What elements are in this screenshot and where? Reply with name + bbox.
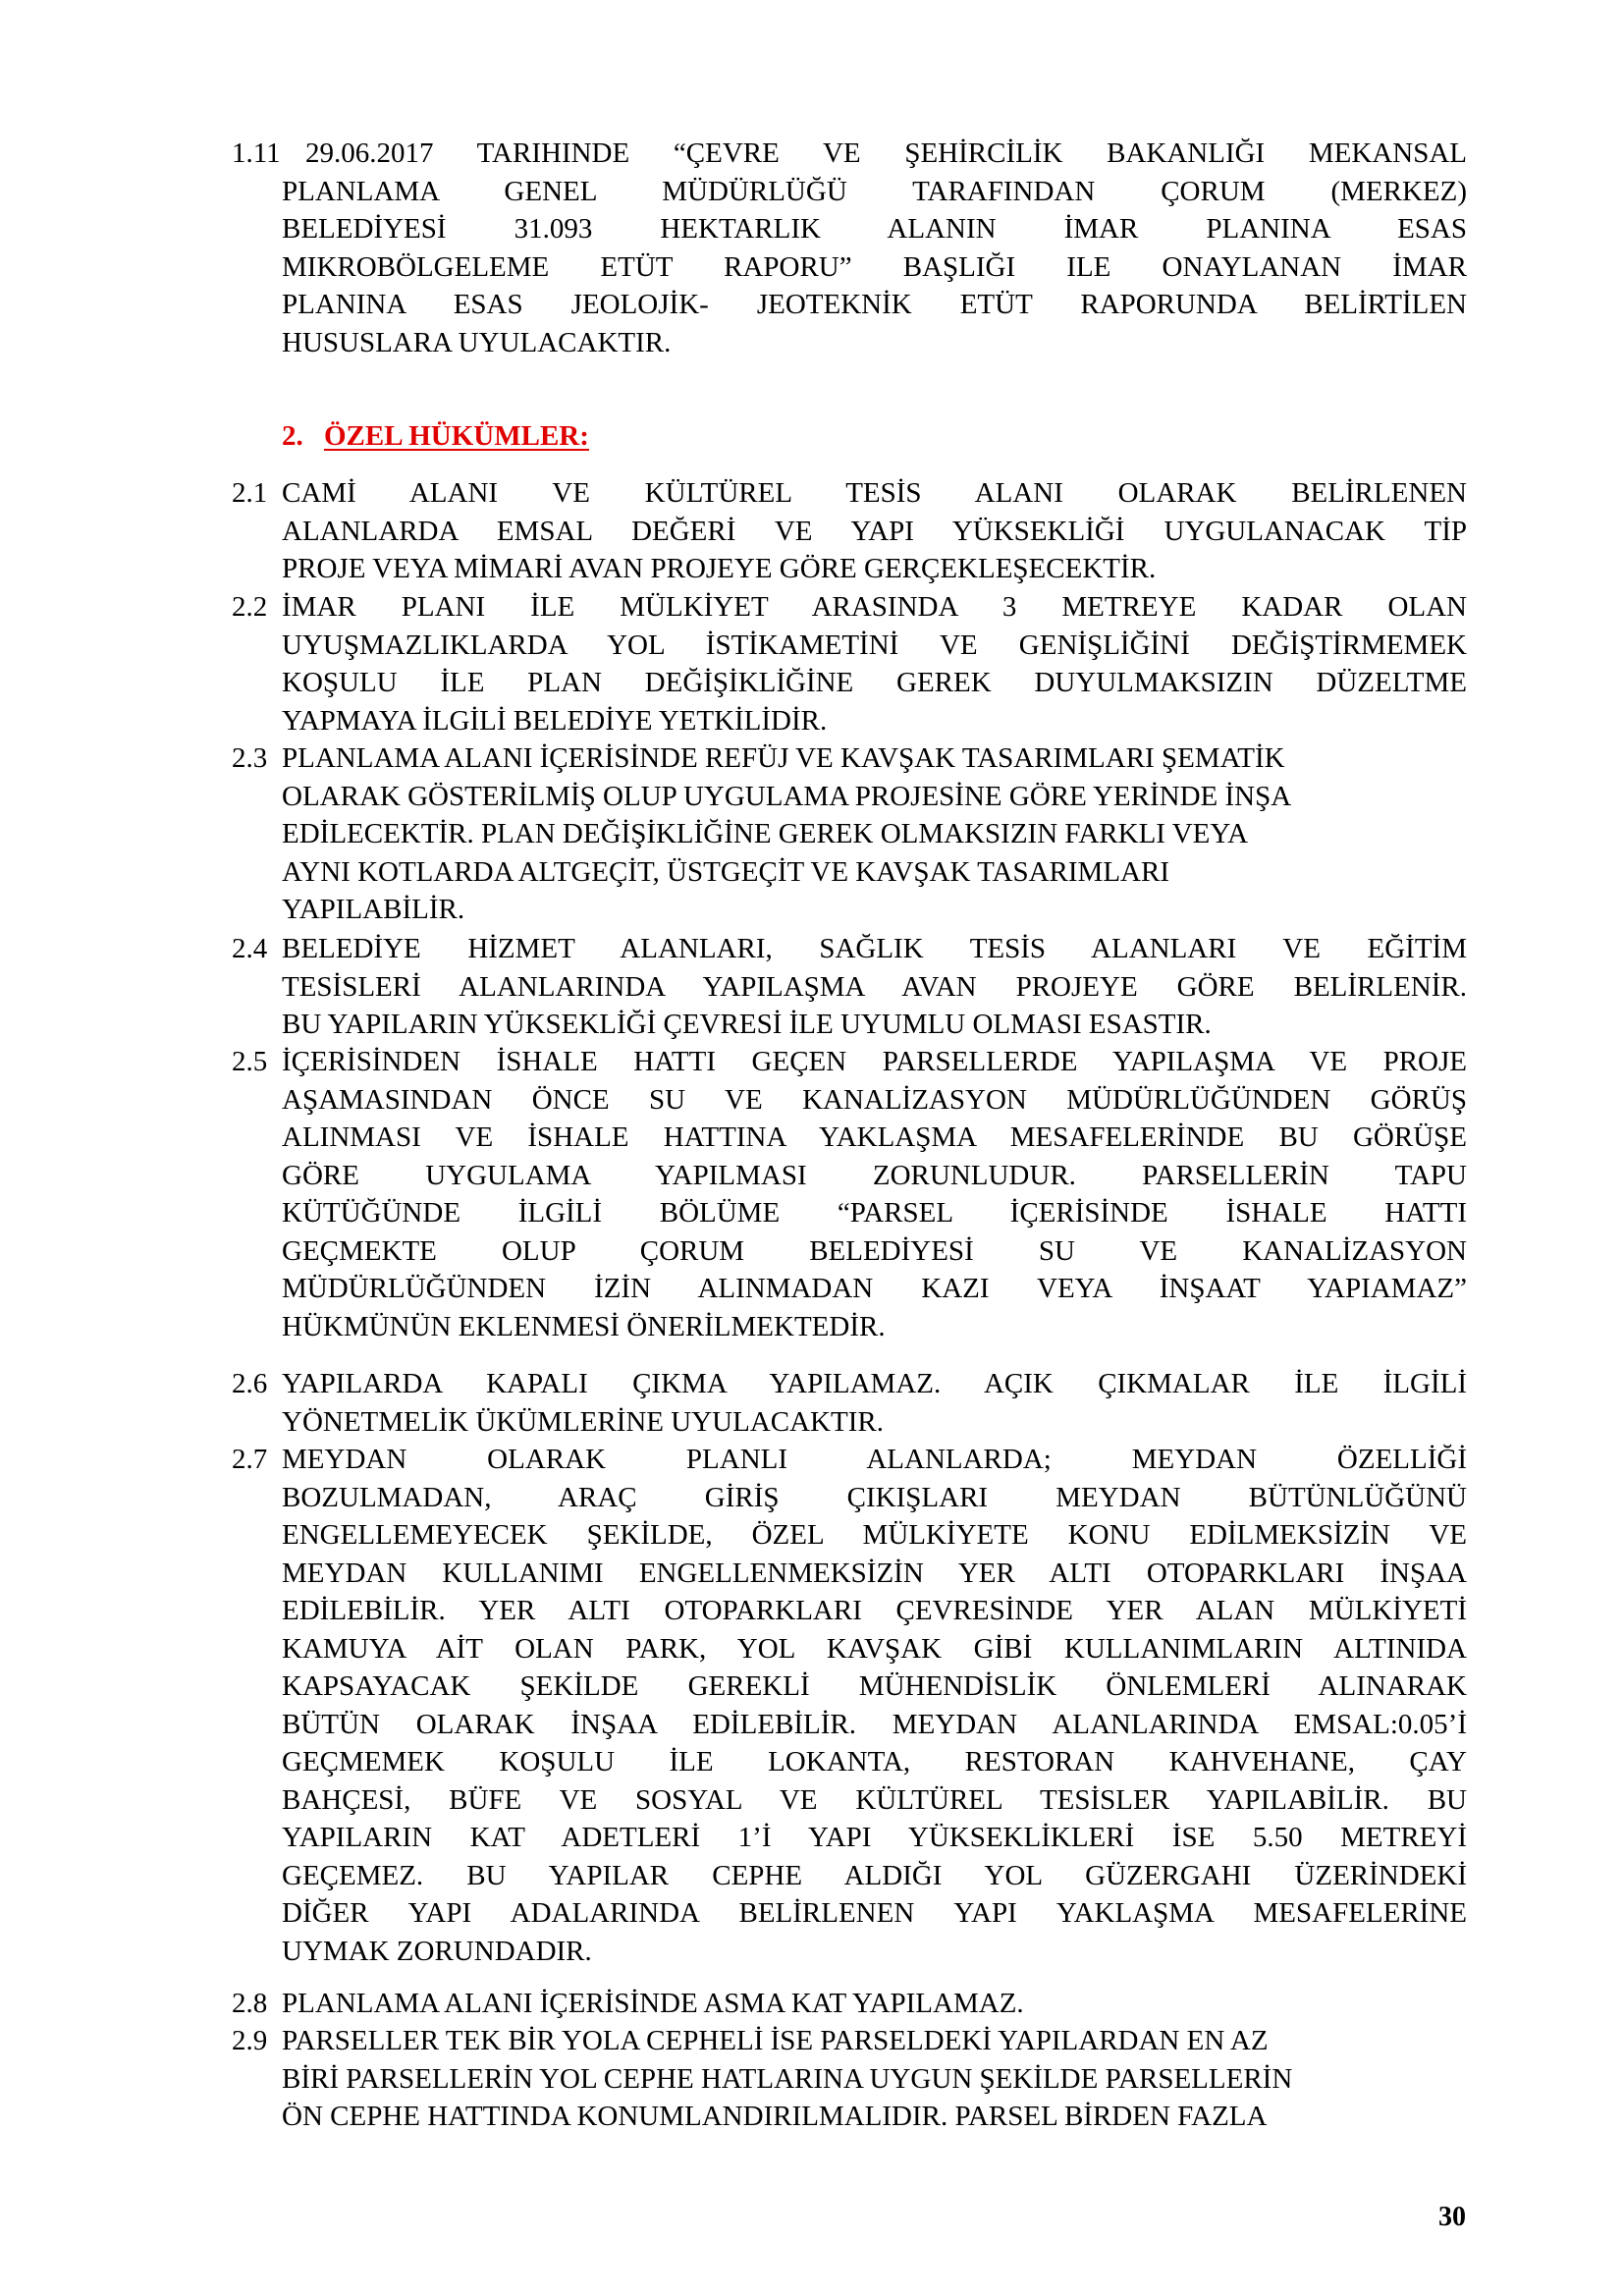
clause-number: 2.3: [232, 742, 268, 774]
clause-line: BU YAPILARIN YÜKSEKLİĞİ ÇEVRESİ İLE UYUMLU OLMASI ESASTIR.: [282, 1009, 1212, 1040]
clause-line: PLANLAMA GENEL MÜDÜRLÜĞÜ TARAFINDAN ÇORUM (MERKEZ): [282, 175, 1467, 207]
clause-line: PARSELLER TEK BİR YOLA CEPHELİ İSE PARSELDEKİ YAPILARDAN EN AZ: [282, 2025, 1269, 2056]
clause-line: BAHÇESİ, BÜFE VE SOSYAL VE KÜLTÜREL TESİSLER YAPILABİLİR. BU: [282, 1783, 1467, 1816]
clause-number: 2.4: [232, 933, 268, 964]
clause-line: KAPSAYACAK ŞEKİLDE GEREKLİ MÜHENDİSLİK ÖNLEMLERİ ALINARAK: [282, 1670, 1467, 1702]
section-heading-number: 2.: [282, 420, 303, 452]
clause-number: 1.11: [232, 137, 281, 169]
clause-line: BİRİ PARSELLERİN YOL CEPHE HATLARINA UYGUN ŞEKİLDE PARSELLERİN: [282, 2062, 1293, 2095]
clause-line: İÇERİSİNDEN İSHALE HATTI GEÇEN PARSELLERDE YAPILAŞMA VE PROJE: [282, 1046, 1467, 1077]
clause-line: ALANLARDA EMSAL DEĞERİ VE YAPI YÜKSEKLİĞİ UYGULANACAK TİP: [282, 515, 1467, 547]
clause-2-5: [232, 1043, 1467, 1345]
clause-line: MEYDAN KULLANIMI ENGELLENMEKSİZİN YER ALTI OTOPARKLARI İNŞAA: [282, 1557, 1467, 1589]
clause-line: AYNI KOTLARDA ALTGEÇİT, ÜSTGEÇİT VE KAVŞAK TASARIMLARI: [282, 855, 1169, 888]
clause-line: GÖRE UYGULAMA YAPILMASI ZORUNLUDUR. PARSELLERİN TAPU: [282, 1159, 1467, 1191]
clause-2-4: [232, 930, 1467, 1044]
clause-line: GEÇMEKTE OLUP ÇORUM BELEDİYESİ SU VE KANALİZASYON: [282, 1234, 1467, 1267]
clause-number: 2.9: [232, 2025, 268, 2056]
clause-line: YAPILARIN KAT ADETLERİ 1’İ YAPI YÜKSEKLİKLERİ İSE 5.50 METREYİ: [282, 1822, 1467, 1853]
clause-number: 2.6: [232, 1368, 268, 1399]
clause-line: EDİLECEKTİR. PLAN DEĞİŞİKLİĞİNE GEREK OLMAKSIZIN FARKLI VEYA: [282, 818, 1249, 849]
clause-line: ENGELLEMEYECEK ŞEKİLDE, ÖZEL MÜLKİYETE KONU EDİLMEKSİZİN VE: [282, 1519, 1467, 1551]
page-number: 30: [1438, 2202, 1466, 2232]
clause-line: CAMİ ALANI VE KÜLTÜREL TESİS ALANI OLARAK BELİRLENEN: [282, 477, 1467, 509]
clause-line: BÜTÜN OLARAK İNŞAA EDİLEBİLİR. MEYDAN ALANLARINDA EMSAL:0.05’İ: [282, 1708, 1467, 1740]
clause-line: PROJE VEYA MİMARİ AVAN PROJEYE GÖRE GERÇEKLEŞECEKTİR.: [282, 553, 1157, 584]
clause-number: 2.2: [232, 591, 268, 623]
clause-2-9: [232, 2022, 1467, 2136]
clause-line: YÖNETMELİK ÜKÜMLERİNE UYULACAKTIR.: [282, 1405, 884, 1438]
clause-number: 2.8: [232, 1988, 268, 2019]
clause-line: GEÇMEMEK KOŞULU İLE LOKANTA, RESTORAN KAHVEHANE, ÇAY: [282, 1746, 1467, 1777]
clause-line: ALINMASI VE İSHALE HATTINA YAKLAŞMA MESAFELERİNDE BU GÖRÜŞE: [282, 1121, 1467, 1153]
clause-line: PLANLAMA ALANI İÇERİSİNDE ASMA KAT YAPILAMAZ.: [282, 1988, 1024, 2019]
clause-line: UYMAK ZORUNDADIR.: [282, 1935, 592, 1967]
clause-line: DİĞER YAPI ADALARINDA BELİRLENEN YAPI YAKLAŞMA MESAFELERİNE: [282, 1897, 1467, 1929]
clause-line: BELEDİYESİ 31.093 HEKTARLIK ALANIN İMAR PLANINA ESAS: [282, 213, 1467, 245]
clause-line: PLANINA ESAS JEOLOJİK- JEOTEKNİK ETÜT RAPORUNDA BELİRTİLEN: [282, 289, 1467, 320]
clause-line: OLARAK GÖSTERİLMİŞ OLUP UYGULAMA PROJESİNE GÖRE YERİNDE İNŞA: [282, 780, 1292, 812]
clause-line: HUSUSLARA UYULACAKTIR.: [282, 326, 672, 358]
clause-line: KAMUYA AİT OLAN PARK, YOL KAVŞAK GİBİ KULLANIMLARIN ALTINIDA: [282, 1632, 1467, 1665]
clause-number: 2.7: [232, 1444, 268, 1475]
clause-2-6: [232, 1365, 1467, 1441]
clause-2-3: [232, 739, 1467, 929]
clause-line: GEÇEMEZ. BU YAPILAR CEPHE ALDIĞI YOL GÜZERGAHI ÜZERİNDEKİ: [282, 1859, 1467, 1891]
clause-line: MEYDAN OLARAK PLANLI ALANLARDA; MEYDAN ÖZELLİĞİ: [282, 1444, 1467, 1475]
clause-line: PLANLAMA ALANI İÇERİSİNDE REFÜJ VE KAVŞAK TASARIMLARI ŞEMATİK: [282, 742, 1285, 774]
clause-line: HÜKMÜNÜN EKLENMESİ ÖNERİLMEKTEDİR.: [282, 1310, 886, 1342]
clause-2-2: [232, 588, 1467, 739]
clause-line: EDİLEBİLİR. YER ALTI OTOPARKLARI ÇEVRESİNDE YER ALAN MÜLKİYETİ: [282, 1595, 1467, 1626]
clause-line: YAPILARDA KAPALI ÇIKMA YAPILAMAZ. AÇIK ÇIKMALAR İLE İLGİLİ: [282, 1368, 1467, 1399]
clause-line: MIKROBÖLGELEME ETÜT RAPORU” BAŞLIĞI ILE ONAYLANAN İMAR: [282, 250, 1467, 283]
clause-line: YAPILABİLİR.: [282, 894, 465, 925]
clause-1-11: [232, 135, 1467, 361]
clause-line: KOŞULU İLE PLAN DEĞİŞİKLİĞİNE GEREK DUYULMAKSIZIN DÜZELTME: [282, 667, 1467, 698]
clause-line: İMAR PLANI İLE MÜLKİYET ARASINDA 3 METREYE KADAR OLAN: [282, 591, 1467, 623]
clause-line: MÜDÜRLÜĞÜNDEN İZİN ALINMADAN KAZI VEYA İNŞAAT YAPIAMAZ”: [282, 1273, 1467, 1304]
clause-2-8: [232, 1985, 1467, 2023]
clause-line: BELEDİYE HİZMET ALANLARI, SAĞLIK TESİS ALANLARI VE EĞİTİM: [282, 933, 1467, 964]
clause-2-7: [232, 1441, 1467, 1970]
clause-line: UYUŞMAZLIKLARDA YOL İSTİKAMETİNİ VE GENİŞLİĞİNİ DEĞİŞTİRMEMEK: [282, 629, 1467, 661]
clause-number: 2.5: [232, 1046, 268, 1077]
section-heading: [282, 417, 589, 456]
clause-line: TESİSLERİ ALANLARINDA YAPILAŞMA AVAN PROJEYE GÖRE BELİRLENİR.: [282, 970, 1467, 1003]
clause-number: 2.1: [232, 477, 268, 509]
clause-line: ÖN CEPHE HATTINDA KONUMLANDIRILMALIDIR. PARSEL BİRDEN FAZLA: [282, 2101, 1268, 2132]
clause-line: 29.06.2017 TARIHINDE “ÇEVRE VE ŞEHİRCİLİK BAKANLIĞI MEKANSAL: [305, 137, 1467, 169]
clause-line: BOZULMADAN, ARAÇ GİRİŞ ÇIKIŞLARI MEYDAN BÜTÜNLÜĞÜNÜ: [282, 1481, 1467, 1513]
section-heading-title: ÖZEL HÜKÜMLER:: [324, 420, 589, 452]
clause-line: KÜTÜĞÜNDE İLGİLİ BÖLÜME “PARSEL İÇERİSİNDE İSHALE HATTI: [282, 1197, 1467, 1229]
clause-line: AŞAMASINDAN ÖNCE SU VE KANALİZASYON MÜDÜRLÜĞÜNDEN GÖRÜŞ: [282, 1083, 1467, 1116]
clause-line: YAPMAYA İLGİLİ BELEDİYE YETKİLİDİR.: [282, 704, 828, 737]
clause-2-1: [232, 474, 1467, 588]
